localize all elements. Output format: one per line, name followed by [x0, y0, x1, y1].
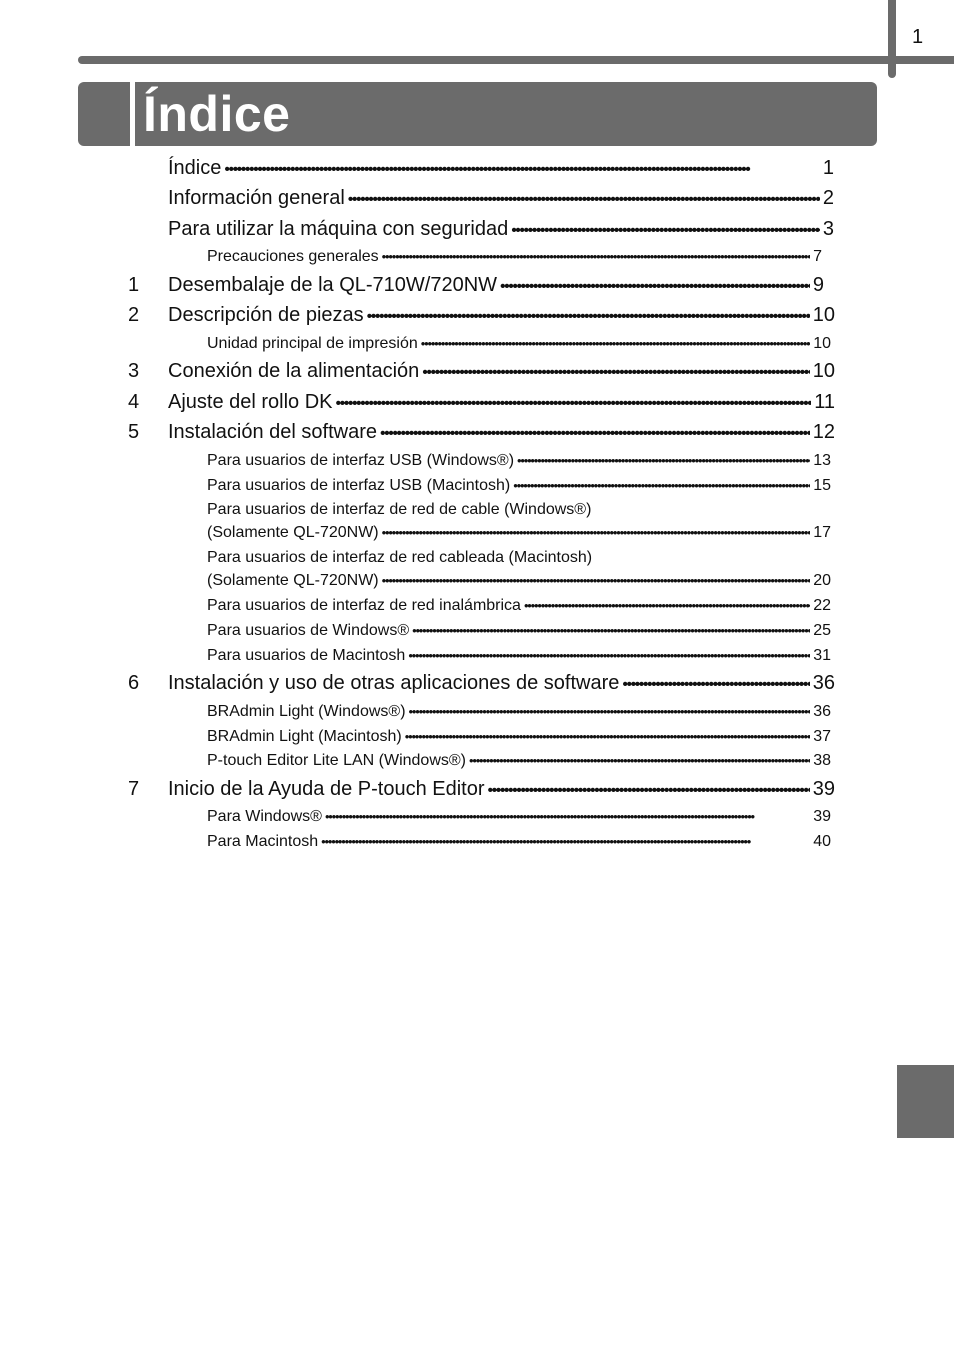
toc-page: 3 — [822, 218, 834, 240]
toc-label: Precauciones generales — [207, 248, 379, 265]
toc-entry-chapter-5[interactable] — [168, 421, 835, 444]
toc-label: Instalación del software — [168, 421, 378, 443]
chapter-number: 3 — [128, 360, 140, 382]
toc-label: Desembalaje de la QL-710W/720NW — [168, 274, 498, 296]
toc-page: 25 — [813, 622, 831, 639]
toc-label: Índice — [168, 157, 222, 179]
toc-page: 13 — [813, 452, 831, 469]
toc-entry-chapter-6[interactable] — [168, 672, 835, 695]
toc-leader — [469, 753, 810, 768]
toc-label: Para usuarios de interfaz USB (Macintosh) — [207, 477, 511, 494]
toc-label: BRAdmin Light (Macintosh) — [207, 728, 402, 745]
toc-label: BRAdmin Light (Windows®) — [207, 703, 406, 720]
toc-page: 17 — [813, 524, 831, 541]
toc-leader — [336, 395, 812, 413]
toc-leader — [321, 834, 810, 849]
toc-leader — [224, 161, 820, 179]
toc-entry-chapter-6-3[interactable] — [207, 752, 831, 770]
toc-leader — [325, 809, 810, 824]
toc-entry-chapter-5-4[interactable] — [207, 572, 831, 590]
toc-label: Para usuarios de interfaz USB (Windows®) — [207, 452, 515, 469]
toc-leader — [488, 782, 810, 800]
toc-entry-chapter-1[interactable] — [168, 274, 824, 297]
toc-leader — [382, 573, 811, 588]
toc-entry-chapter-5-1[interactable] — [207, 452, 831, 470]
toc-page: 20 — [813, 572, 831, 589]
toc-entry-chapter-5-3[interactable] — [207, 524, 831, 542]
toc-entry-chapter-5-3-line1: Para usuarios de interfaz de red de cable (Windows®) — [207, 501, 592, 518]
toc-leader — [524, 598, 810, 613]
toc-page: 1 — [822, 157, 834, 179]
toc-leader — [422, 364, 809, 382]
toc-page: 22 — [813, 597, 831, 614]
toc-entry-chapter-5-4-line1: Para usuarios de interfaz de red cableada (Macintosh) — [207, 549, 593, 566]
toc-leader — [412, 623, 810, 638]
toc-leader — [367, 308, 810, 326]
chapter-number: 5 — [128, 421, 140, 443]
chapter-number: 1 — [128, 274, 140, 296]
toc-entry-precauciones[interactable] — [207, 248, 822, 266]
toc-label: Descripción de piezas — [168, 304, 364, 326]
toc-entry-chapter-5-6[interactable] — [207, 622, 831, 640]
toc-label: Instalación y uso de otras aplicaciones de software — [168, 672, 620, 694]
toc-page: 10 — [813, 335, 831, 352]
toc-leader — [421, 336, 810, 351]
toc-leader — [500, 278, 810, 296]
toc-leader — [622, 676, 809, 694]
toc-entry-chapter-3[interactable] — [168, 360, 835, 383]
toc-leader — [408, 648, 810, 663]
toc-label: Conexión de la alimentación — [168, 360, 420, 382]
toc-page: 7 — [813, 248, 822, 265]
toc-leader — [382, 525, 811, 540]
toc-entry-chapter-5-2[interactable] — [207, 477, 831, 495]
toc-entry-chapter-2-1[interactable] — [207, 335, 831, 353]
toc-label: Para usuarios de interfaz de red inalámbrica — [207, 597, 521, 614]
toc-entry-chapter-5-7[interactable] — [207, 647, 831, 665]
toc-page: 38 — [813, 752, 831, 769]
toc-label: Unidad principal de impresión — [207, 335, 418, 352]
page-title: Índice — [143, 86, 291, 142]
toc-label: (Solamente QL-720NW) — [207, 524, 379, 541]
toc-page: 12 — [812, 421, 835, 443]
toc-entry-informacion-general[interactable] — [168, 187, 834, 210]
toc-leader — [380, 425, 810, 443]
toc-page: 10 — [812, 360, 835, 382]
toc-page: 40 — [813, 833, 831, 850]
chapter-number: 7 — [128, 778, 140, 800]
toc-entry-chapter-2[interactable] — [168, 304, 835, 327]
toc-leader — [348, 191, 820, 209]
chapter-number: 4 — [128, 391, 140, 413]
page-number: 1 — [912, 26, 924, 48]
toc-entry-chapter-7-2[interactable] — [207, 833, 831, 851]
toc-leader — [513, 478, 810, 493]
toc-label: Inicio de la Ayuda de P-touch Editor — [168, 778, 485, 800]
toc-page: 36 — [812, 672, 835, 694]
toc-entry-chapter-6-1[interactable] — [207, 703, 831, 721]
toc-leader — [409, 704, 811, 719]
toc-page: 36 — [813, 703, 831, 720]
toc-page: 2 — [822, 187, 834, 209]
toc-leader — [382, 249, 810, 264]
toc-leader — [517, 453, 810, 468]
toc-page: 9 — [812, 274, 824, 296]
toc-label: Para usuarios de Macintosh — [207, 647, 406, 664]
toc-page: 15 — [813, 477, 831, 494]
toc-page: 31 — [813, 647, 831, 664]
toc-label: Para Macintosh — [207, 833, 319, 850]
toc-entry-indice[interactable] — [168, 157, 834, 180]
toc-label: Para usuarios de Windows® — [207, 622, 410, 639]
toc-entry-seguridad[interactable] — [168, 218, 834, 241]
toc-entry-chapter-7[interactable] — [168, 778, 835, 801]
toc-label: (Solamente QL-720NW) — [207, 572, 379, 589]
toc-label: Para utilizar la máquina con seguridad — [168, 218, 509, 240]
toc-page: 39 — [813, 808, 831, 825]
toc-page: 37 — [813, 728, 831, 745]
toc-page: 10 — [812, 304, 835, 326]
toc-entry-chapter-6-2[interactable] — [207, 728, 831, 746]
toc-label: P-touch Editor Lite LAN (Windows®) — [207, 752, 466, 769]
toc-page: 11 — [814, 391, 835, 413]
toc-page: 39 — [812, 778, 835, 800]
toc-label: Ajuste del rollo DK — [168, 391, 333, 413]
chapter-number: 6 — [128, 672, 140, 694]
toc-leader — [511, 222, 820, 240]
toc-leader — [405, 729, 810, 744]
toc-label: Para Windows® — [207, 808, 322, 825]
chapter-number: 2 — [128, 304, 140, 326]
toc-label: Información general — [168, 187, 345, 209]
toc-entry-chapter-4[interactable] — [168, 391, 835, 414]
toc-entry-chapter-7-1[interactable] — [207, 808, 831, 826]
toc-entry-chapter-5-5[interactable] — [207, 597, 831, 615]
